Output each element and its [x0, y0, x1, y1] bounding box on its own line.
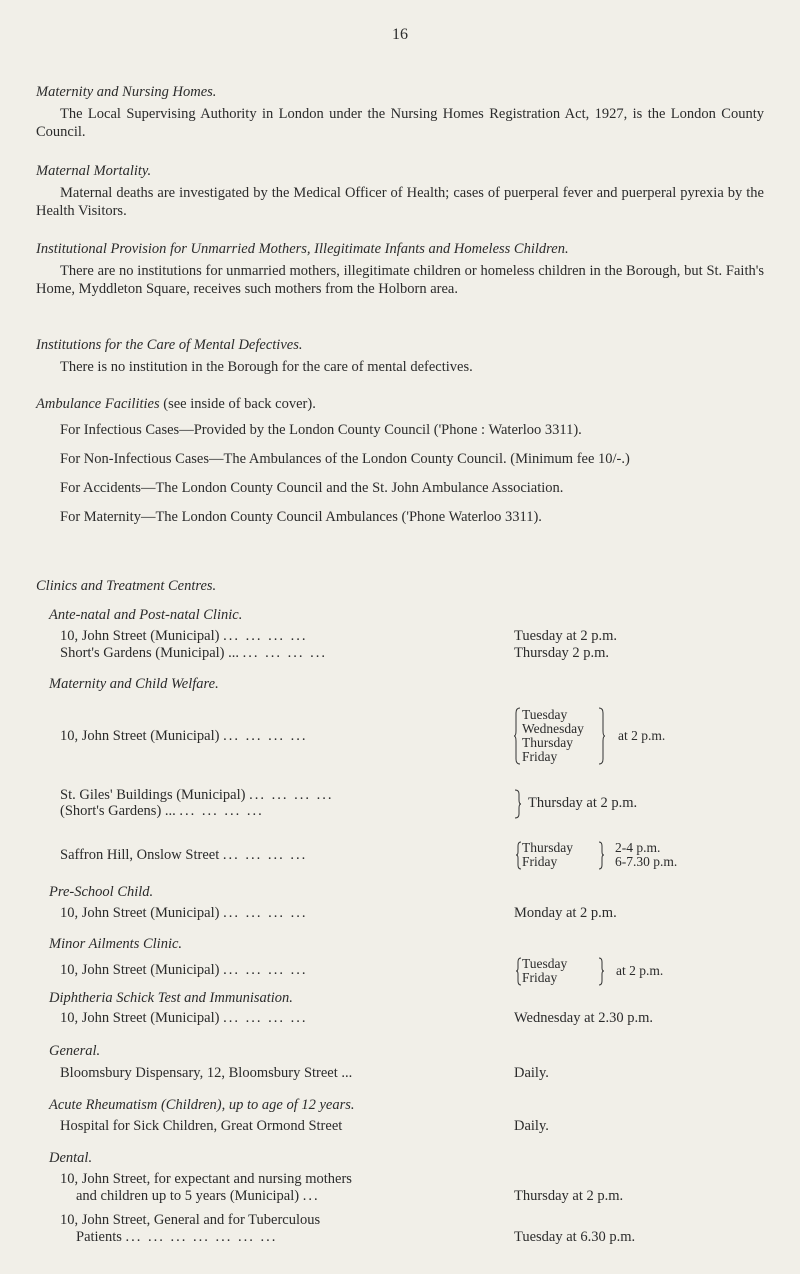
leader-dots: ... ... ... ...: [222, 847, 308, 863]
heading-diphtheria: Diphtheria Schick Test and Immunisation.: [49, 990, 293, 1006]
row-label: 10, John Street (Municipal): [60, 728, 220, 744]
row-value: Daily.: [514, 1065, 549, 1081]
heading-antenatal: Ante-natal and Post-natal Clinic.: [49, 607, 243, 623]
page-number: 16: [392, 26, 408, 43]
heading-general: General.: [49, 1043, 101, 1059]
section-maternity-homes: [36, 83, 764, 141]
leader-dots: ... ... ... ...: [223, 1010, 308, 1026]
table-row: [36, 956, 764, 988]
text-mental-defectives: There is no institution in the Borough for the care of mental defectives.: [60, 359, 473, 375]
heading-mental-defectives: Institutions for the Care of Mental Defectives.: [36, 337, 303, 353]
right-brace: [598, 841, 605, 870]
table-row: [36, 787, 764, 821]
section-mental-defectives: [36, 336, 764, 376]
text-maternity-homes: The Local Supervising Authority in London under the Nursing Homes Registration Act, 1927, is the London County Council.: [36, 106, 764, 140]
ambulance-item-maternity: For Maternity—The London County Council Ambulances ('Phone Waterloo 3311).: [60, 509, 542, 525]
row-value: Thursday at 2 p.m.: [514, 1188, 624, 1204]
text-maternal-mortality: Maternal deaths are investigated by the Medical Officer of Health; cases of puerperal fever and puerperal pyrexia by the Health Visitors.: [36, 185, 764, 219]
row-value: Monday at 2 p.m.: [514, 905, 617, 921]
row-label: Bloomsbury Dispensary, 12, Bloomsbury Street ...: [60, 1065, 353, 1081]
heading-minor-ailments: Minor Ailments Clinic.: [49, 936, 183, 952]
row-label: 10, John Street (Municipal): [60, 628, 220, 644]
time-value: at 2 p.m.: [618, 728, 666, 743]
day-item: Friday: [522, 970, 558, 985]
heading-rheumatism: Acute Rheumatism (Children), up to age of 12 years.: [49, 1097, 355, 1113]
day-item: Tuesday: [522, 707, 568, 722]
leader-dots: ... ... ... ...: [223, 728, 308, 744]
row-value: Tuesday at 6.30 p.m.: [514, 1229, 636, 1245]
row-value: Wednesday at 2.30 p.m.: [514, 1010, 653, 1026]
row-label: St. Giles' Buildings (Municipal): [60, 787, 246, 803]
leader-dots: ... ... ... ...: [223, 905, 308, 921]
left-brace: [513, 707, 521, 765]
row-label: Patients: [76, 1229, 122, 1245]
leader-dots: ... ... ... ...: [242, 645, 327, 661]
heading-institutional-provision: Institutional Provision for Unmarried Mothers, Illegitimate Infants and Homeless Children.: [36, 241, 569, 257]
heading-clinics: Clinics and Treatment Centres.: [36, 578, 217, 594]
heading-dental: Dental.: [49, 1150, 93, 1166]
leader-dots: ...: [302, 1188, 320, 1204]
day-item: Friday: [522, 749, 558, 764]
right-brace: [598, 957, 605, 986]
right-brace: [598, 707, 606, 765]
heading-maternal-mortality: Maternal Mortality.: [36, 163, 152, 179]
section-ambulance: [36, 395, 764, 526]
ambulance-item-non-infectious: For Non-Infectious Cases—The Ambulances of the London County Council. (Minimum fee 10/-.): [60, 451, 630, 467]
heading-ambulance-note: (see inside of back cover).: [163, 396, 316, 412]
section-clinics: [36, 577, 764, 1267]
row-label: 10, John Street (Municipal): [60, 905, 220, 921]
heading-maternity-child-welfare: Maternity and Child Welfare.: [49, 676, 219, 692]
row-label: 10, John Street (Municipal): [60, 962, 220, 978]
heading-ambulance: Ambulance Facilities: [36, 396, 160, 412]
left-brace: [515, 841, 522, 870]
row-value: Tuesday at 2 p.m.: [514, 628, 617, 644]
row-label: 10, John Street, General and for Tuberculous: [60, 1212, 321, 1228]
row-value: Thursday 2 p.m.: [514, 645, 610, 661]
leader-dots: ... ... ... ...: [179, 803, 264, 819]
table-row: [36, 1171, 764, 1207]
table-row: [36, 1212, 764, 1248]
row-value: Daily.: [514, 1118, 549, 1134]
leader-dots: ... ... ... ... ... ... ...: [125, 1229, 278, 1245]
day-item: Tuesday: [522, 956, 568, 971]
row-label: Hospital for Sick Children, Great Ormond Street: [60, 1118, 343, 1134]
heading-maternity-homes: Maternity and Nursing Homes.: [36, 84, 217, 100]
text-institutional-provision: There are no institutions for unmarried mothers, illegitimate children or homeless children in the Borough, but St. Faith's Home, Myddleton Square, receives such mothers from the Holborn area.: [36, 263, 764, 297]
day-item: Wednesday: [522, 721, 584, 736]
left-brace: [515, 957, 522, 986]
row-label: Short's Gardens (Municipal) ...: [60, 645, 239, 661]
row-label: and children up to 5 years (Municipal): [76, 1188, 300, 1204]
leader-dots: ... ... ... ...: [223, 628, 308, 644]
row-label: Saffron Hill, Onslow Street: [60, 847, 220, 863]
table-row: [36, 707, 764, 767]
row-value: Thursday at 2 p.m.: [528, 795, 638, 811]
day-item: Friday: [522, 854, 558, 869]
ambulance-item-infectious: For Infectious Cases—Provided by the London County Council ('Phone : Waterloo 3311).: [60, 422, 582, 438]
time-value: 2-4 p.m.: [615, 840, 661, 855]
right-brace: [514, 789, 522, 819]
section-institutional-provision: [36, 240, 764, 298]
row-label: 10, John Street, for expectant and nursing mothers: [60, 1171, 352, 1187]
ambulance-item-accidents: For Accidents—The London County Council and the St. John Ambulance Association.: [60, 480, 564, 496]
day-item: Thursday: [522, 840, 573, 855]
table-row: [36, 840, 764, 872]
time-value: 6-7.30 p.m.: [615, 854, 678, 869]
time-value: at 2 p.m.: [616, 963, 664, 978]
row-label: 10, John Street (Municipal): [60, 1010, 220, 1026]
leader-dots: ... ... ... ...: [223, 962, 308, 978]
section-maternal-mortality: [36, 162, 764, 220]
day-item: Thursday: [522, 735, 573, 750]
row-label: (Short's Gardens) ...: [60, 803, 176, 819]
leader-dots: ... ... ... ...: [249, 787, 334, 803]
heading-preschool: Pre-School Child.: [49, 884, 154, 900]
